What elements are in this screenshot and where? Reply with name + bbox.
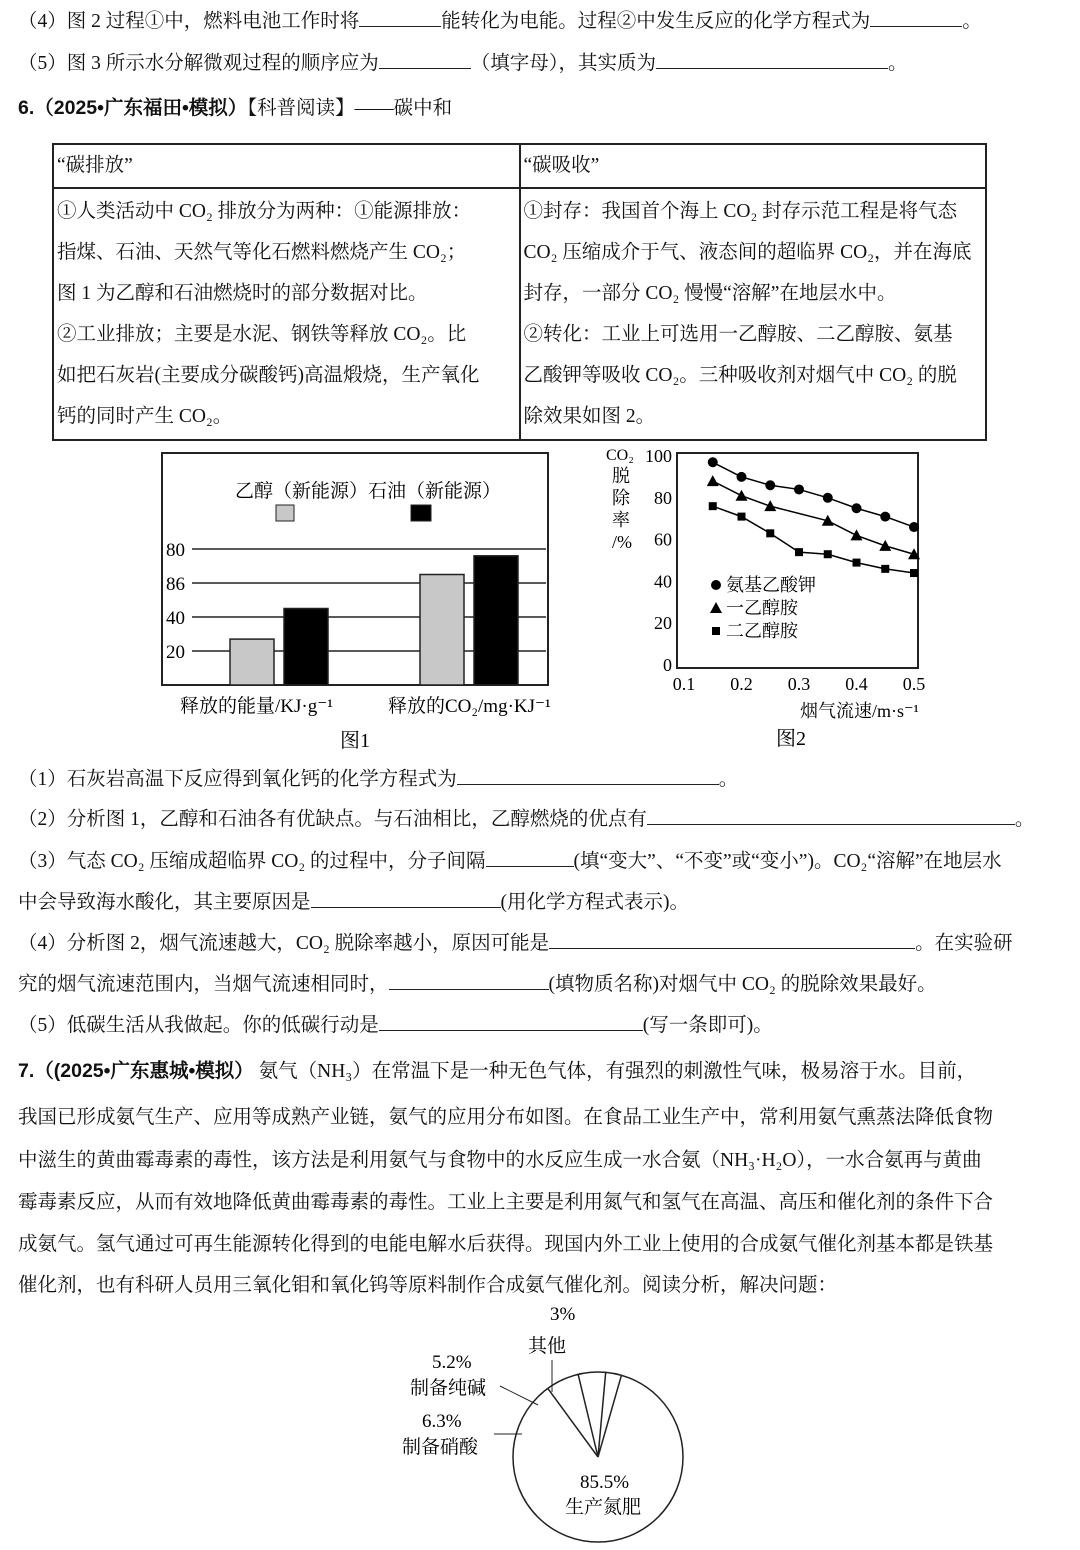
emission-cell: ①人类活动中 CO₂ 排放分为两种：①能源排放： 指煤、石油、天然气等化石燃料燃烧产生 CO₂； 图 1 为乙醇和石油燃烧时的部分数据对比。 ②工业排放；主要是水泥、钢铁等释放 CO₂。比 如把石灰岩(主要成分碳酸钙)高温煅烧，生产氧化 钙的同时产生 CO₂。 [53, 188, 520, 440]
data-point [823, 493, 833, 503]
y-axis-label: /% [612, 532, 632, 552]
data-point [764, 500, 776, 511]
y-tick-label: 0 [663, 655, 672, 675]
legend-label: 二乙醇胺 [726, 621, 798, 641]
q7-line-3: 中滋生的黄曲霉毒素的毒性，该方法是利用氨气与食物中的水反应生成一水合氨（NH₃·H₂O），一水合氨再与黄曲 [18, 1150, 982, 1171]
y-tick-label: 40 [654, 571, 672, 592]
y-tick-label: 20 [654, 613, 672, 634]
q5-item4: （4）图 2 过程①中，燃料电池工作时将 能转化为电能。过程②中发生反应的化学方程式为 。 [18, 8, 982, 35]
legend-marker [710, 602, 722, 613]
x-axis-label: 烟气流速/m·s⁻¹ [800, 701, 919, 721]
q7-line-1: 7.（(2025•广东惠城•模拟） 氨气（NH₃）在常温下是一种无色气体，有强烈的刺激性气味，极易溶于水。目前， [18, 1060, 977, 1082]
absorption-cell: ①封存：我国首个海上 CO₂ 封存示范工程是将气态 CO₂ 压缩成介于气、液态间的超临界 CO₂，并在海底 封存，一部分 CO₂ 慢慢“溶解”在地层水中。 ②转化：工业上可选用一乙醇胺、二乙醇胺、氨基 乙酸钾等吸收 CO₂。三种吸收剂对烟气中 CO₂ 的脱 除效果如图 2。 [520, 188, 987, 440]
data-point [708, 457, 718, 467]
q5-item5: （5）图 3 所示水分解微观过程的顺序应为 （填字母），其实质为 。 [18, 50, 908, 77]
figure-caption: 图2 [776, 728, 806, 750]
legend-label: 一乙醇胺 [726, 598, 798, 618]
data-point [853, 559, 861, 567]
q6-heading: 6.（2025•广东福田•模拟）【科普阅读】——碳中和 [18, 97, 453, 119]
x-tick-label: 0.4 [845, 674, 868, 694]
data-point [824, 550, 832, 558]
y-axis-label: 脱 [612, 466, 630, 486]
data-point [794, 484, 804, 494]
x-tick-label: 0.2 [730, 674, 753, 694]
data-point [910, 569, 918, 577]
carbon-table [52, 143, 987, 441]
q7-line-5: 成氨气。氢气通过可再生能源转化得到的电能电解水后获得。现国内外工业上使用的合成氨气催化剂基本都是铁基 [18, 1234, 994, 1255]
slice-label: 制备纯碱 [410, 1378, 487, 1399]
q7-line-4: 霉毒素反应，从而有效地降低黄曲霉毒素的毒性。工业上主要是利用氮气和氢气在高温、高压和催化剂的条件下合 [18, 1192, 994, 1213]
header-absorption: “碳吸收” [520, 144, 987, 188]
x-category-label: 释放的能量/KJ·g⁻¹ [180, 696, 333, 717]
x-tick-label: 0.1 [672, 674, 696, 694]
data-point [880, 512, 890, 522]
y-tick-label: 100 [645, 446, 672, 466]
y-tick-label: 80 [654, 487, 672, 508]
ammonia-usage-pie-chart [380, 1300, 710, 1550]
x-category-label: 释放的CO₂/mg·KJ⁻¹ [388, 696, 551, 717]
slice-label: 制备硝酸 [402, 1437, 479, 1458]
q6-item2: （2）分析图 1，乙醇和石油各有优缺点。与石油相比，乙醇燃烧的优点有 。 [18, 806, 1034, 833]
data-point [766, 529, 774, 537]
q7-line-6: 催化剂，也有科研人员用三氧化钼和氧化钨等原料制作合成氨气催化剂。阅读分析，解决问题： [18, 1275, 838, 1296]
data-point [736, 490, 748, 501]
header-emission: “碳排放” [53, 144, 520, 188]
bar-1-0 [420, 575, 464, 686]
slice-value: 85.5% [580, 1472, 630, 1493]
data-point [851, 529, 863, 540]
data-point [737, 472, 747, 482]
bar-0-0 [230, 639, 274, 685]
slice-value: 6.3% [422, 1411, 462, 1432]
q6-item1: （1）石灰岩高温下反应得到氧化钙的化学方程式为 。 [18, 766, 738, 793]
slice-label: 其他 [528, 1336, 567, 1357]
x-tick-label: 0.3 [787, 674, 811, 694]
bar-0-1 [284, 609, 328, 686]
q6-item4: （4）分析图 2，烟气流速越大，CO₂ 脱除率越小，原因可能是 。在实验研 [18, 930, 1013, 957]
q6-item5: （5）低碳生活从我做起。你的低碳行动是 (写一条即可)。 [18, 1012, 773, 1039]
y-tick-label: 40 [166, 608, 185, 629]
legend-marker [712, 627, 720, 635]
q6-item3-cont: 中会导致海水酸化，其主要原因是 (用化学方程式表示)。 [18, 889, 689, 916]
slice-value: 3% [550, 1304, 576, 1325]
q6-item3: （3）气态 CO₂ 压缩成超临界 CO₂ 的过程中，分子间隔 (填“变大”、“不变”或“变小”)。CO₂“溶解”在地层水 [18, 848, 1002, 875]
slice-label: 生产氮肥 [565, 1497, 642, 1518]
figure-1-bar-chart [150, 445, 570, 755]
y-axis-label: CO₂ [606, 447, 634, 464]
q6-item4-cont: 究的烟气流速范围内，当烟气流速相同时， (填物质名称)对烟气中 CO₂ 的脱除效果最好。 [18, 971, 937, 998]
figure-2-line-chart [590, 440, 940, 755]
legend-label: 氨基乙酸钾 [726, 575, 816, 595]
legend-swatch [411, 505, 431, 521]
data-point [765, 480, 775, 490]
figure-caption: 图1 [340, 730, 370, 752]
leader-line [500, 1386, 538, 1405]
slice-value: 5.2% [432, 1352, 472, 1373]
legend-label: 石油（新能源） [368, 481, 502, 502]
data-point [707, 475, 719, 486]
y-tick-label: 60 [654, 529, 672, 550]
y-tick-label: 80 [166, 540, 185, 561]
legend-label: 乙醇（新能源） [235, 481, 369, 502]
y-tick-label: 20 [166, 642, 185, 663]
data-point [738, 513, 746, 521]
bar-1-1 [474, 556, 518, 685]
data-point [852, 503, 862, 513]
data-point [709, 502, 717, 510]
x-tick-label: 0.5 [902, 674, 926, 694]
y-axis-label: 除 [612, 488, 630, 508]
data-point [879, 540, 891, 551]
y-axis-label: 率 [612, 510, 630, 530]
data-point [909, 522, 919, 532]
y-tick-label: 86 [166, 574, 185, 595]
data-point [881, 565, 889, 573]
legend-swatch [276, 505, 294, 521]
data-point [795, 548, 803, 556]
legend-marker [711, 580, 721, 590]
q7-line-2: 我国已形成氨气生产、应用等成熟产业链，氨气的应用分布如图。在食品工业生产中，常利用氨气熏蒸法降低食物 [18, 1107, 994, 1128]
